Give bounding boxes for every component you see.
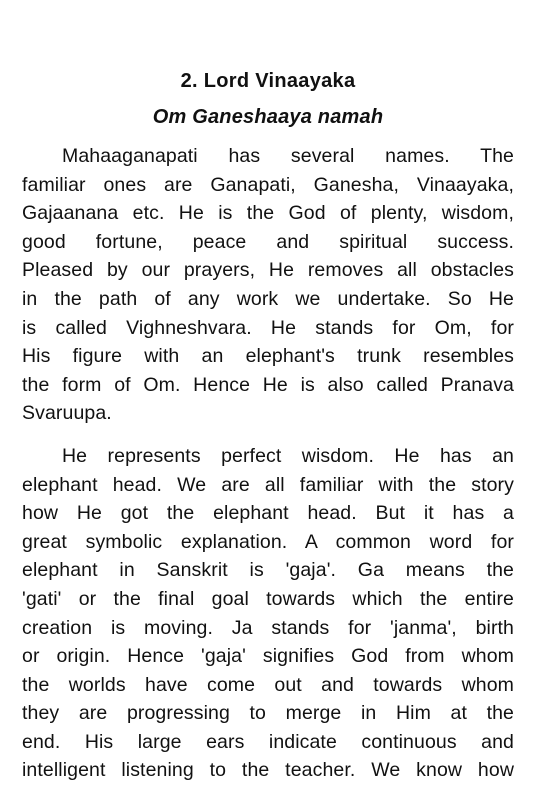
text-line: they are progressing to merge in Him at the <box>22 702 514 725</box>
text-line: familiar ones are Ganapati, Ganesha, Vinaayaka, <box>22 173 514 196</box>
body-text <box>22 142 514 785</box>
paragraph-2 <box>22 442 514 785</box>
text-line: His figure with an elephant's trunk resembles <box>22 345 514 368</box>
text-line: great symbolic explanation. A common word for <box>22 530 514 553</box>
text-line: He represents perfect wisdom. He has an <box>62 444 514 467</box>
text-line: intelligent listening to the teacher. We know how <box>22 759 514 782</box>
text-line: is called Vighneshvara. He stands for Om, for <box>22 316 514 339</box>
text-line: elephant in Sanskrit is 'gaja'. Ga means the <box>22 559 514 582</box>
text-line: Mahaaganapati has several names. The <box>62 145 514 167</box>
text-line: creation is moving. Ja stands for 'janma', birth <box>22 616 514 639</box>
text-line: elephant head. We are all familiar with the story <box>22 473 514 496</box>
text-line: the worlds have come out and towards whom <box>22 673 514 696</box>
book-page <box>22 68 514 785</box>
text-line: Pleased by our prayers, He removes all obstacles <box>22 259 514 282</box>
text-line: good fortune, peace and spiritual success. <box>22 230 514 253</box>
text-line: in the path of any work we undertake. So He <box>22 287 514 310</box>
mantra-subtitle: Om Ganeshaaya namah <box>152 106 384 128</box>
text-line: Gajaanana etc. He is the God of plenty, wisdom, <box>22 202 514 225</box>
text-line: how He got the elephant head. But it has a <box>22 502 514 525</box>
text-line: 'gati' or the final goal towards which the entire <box>22 587 514 610</box>
chapter-title: 2. Lord Vinaayaka <box>180 70 356 92</box>
text-line: end. His large ears indicate continuous and <box>22 730 514 753</box>
text-line: or origin. Hence 'gaja' signifies God from whom <box>22 645 514 668</box>
text-line: the form of Om. Hence He is also called Pranava <box>22 373 514 396</box>
paragraph-1 <box>22 142 514 428</box>
text-line: Svaruupa. <box>22 402 112 425</box>
